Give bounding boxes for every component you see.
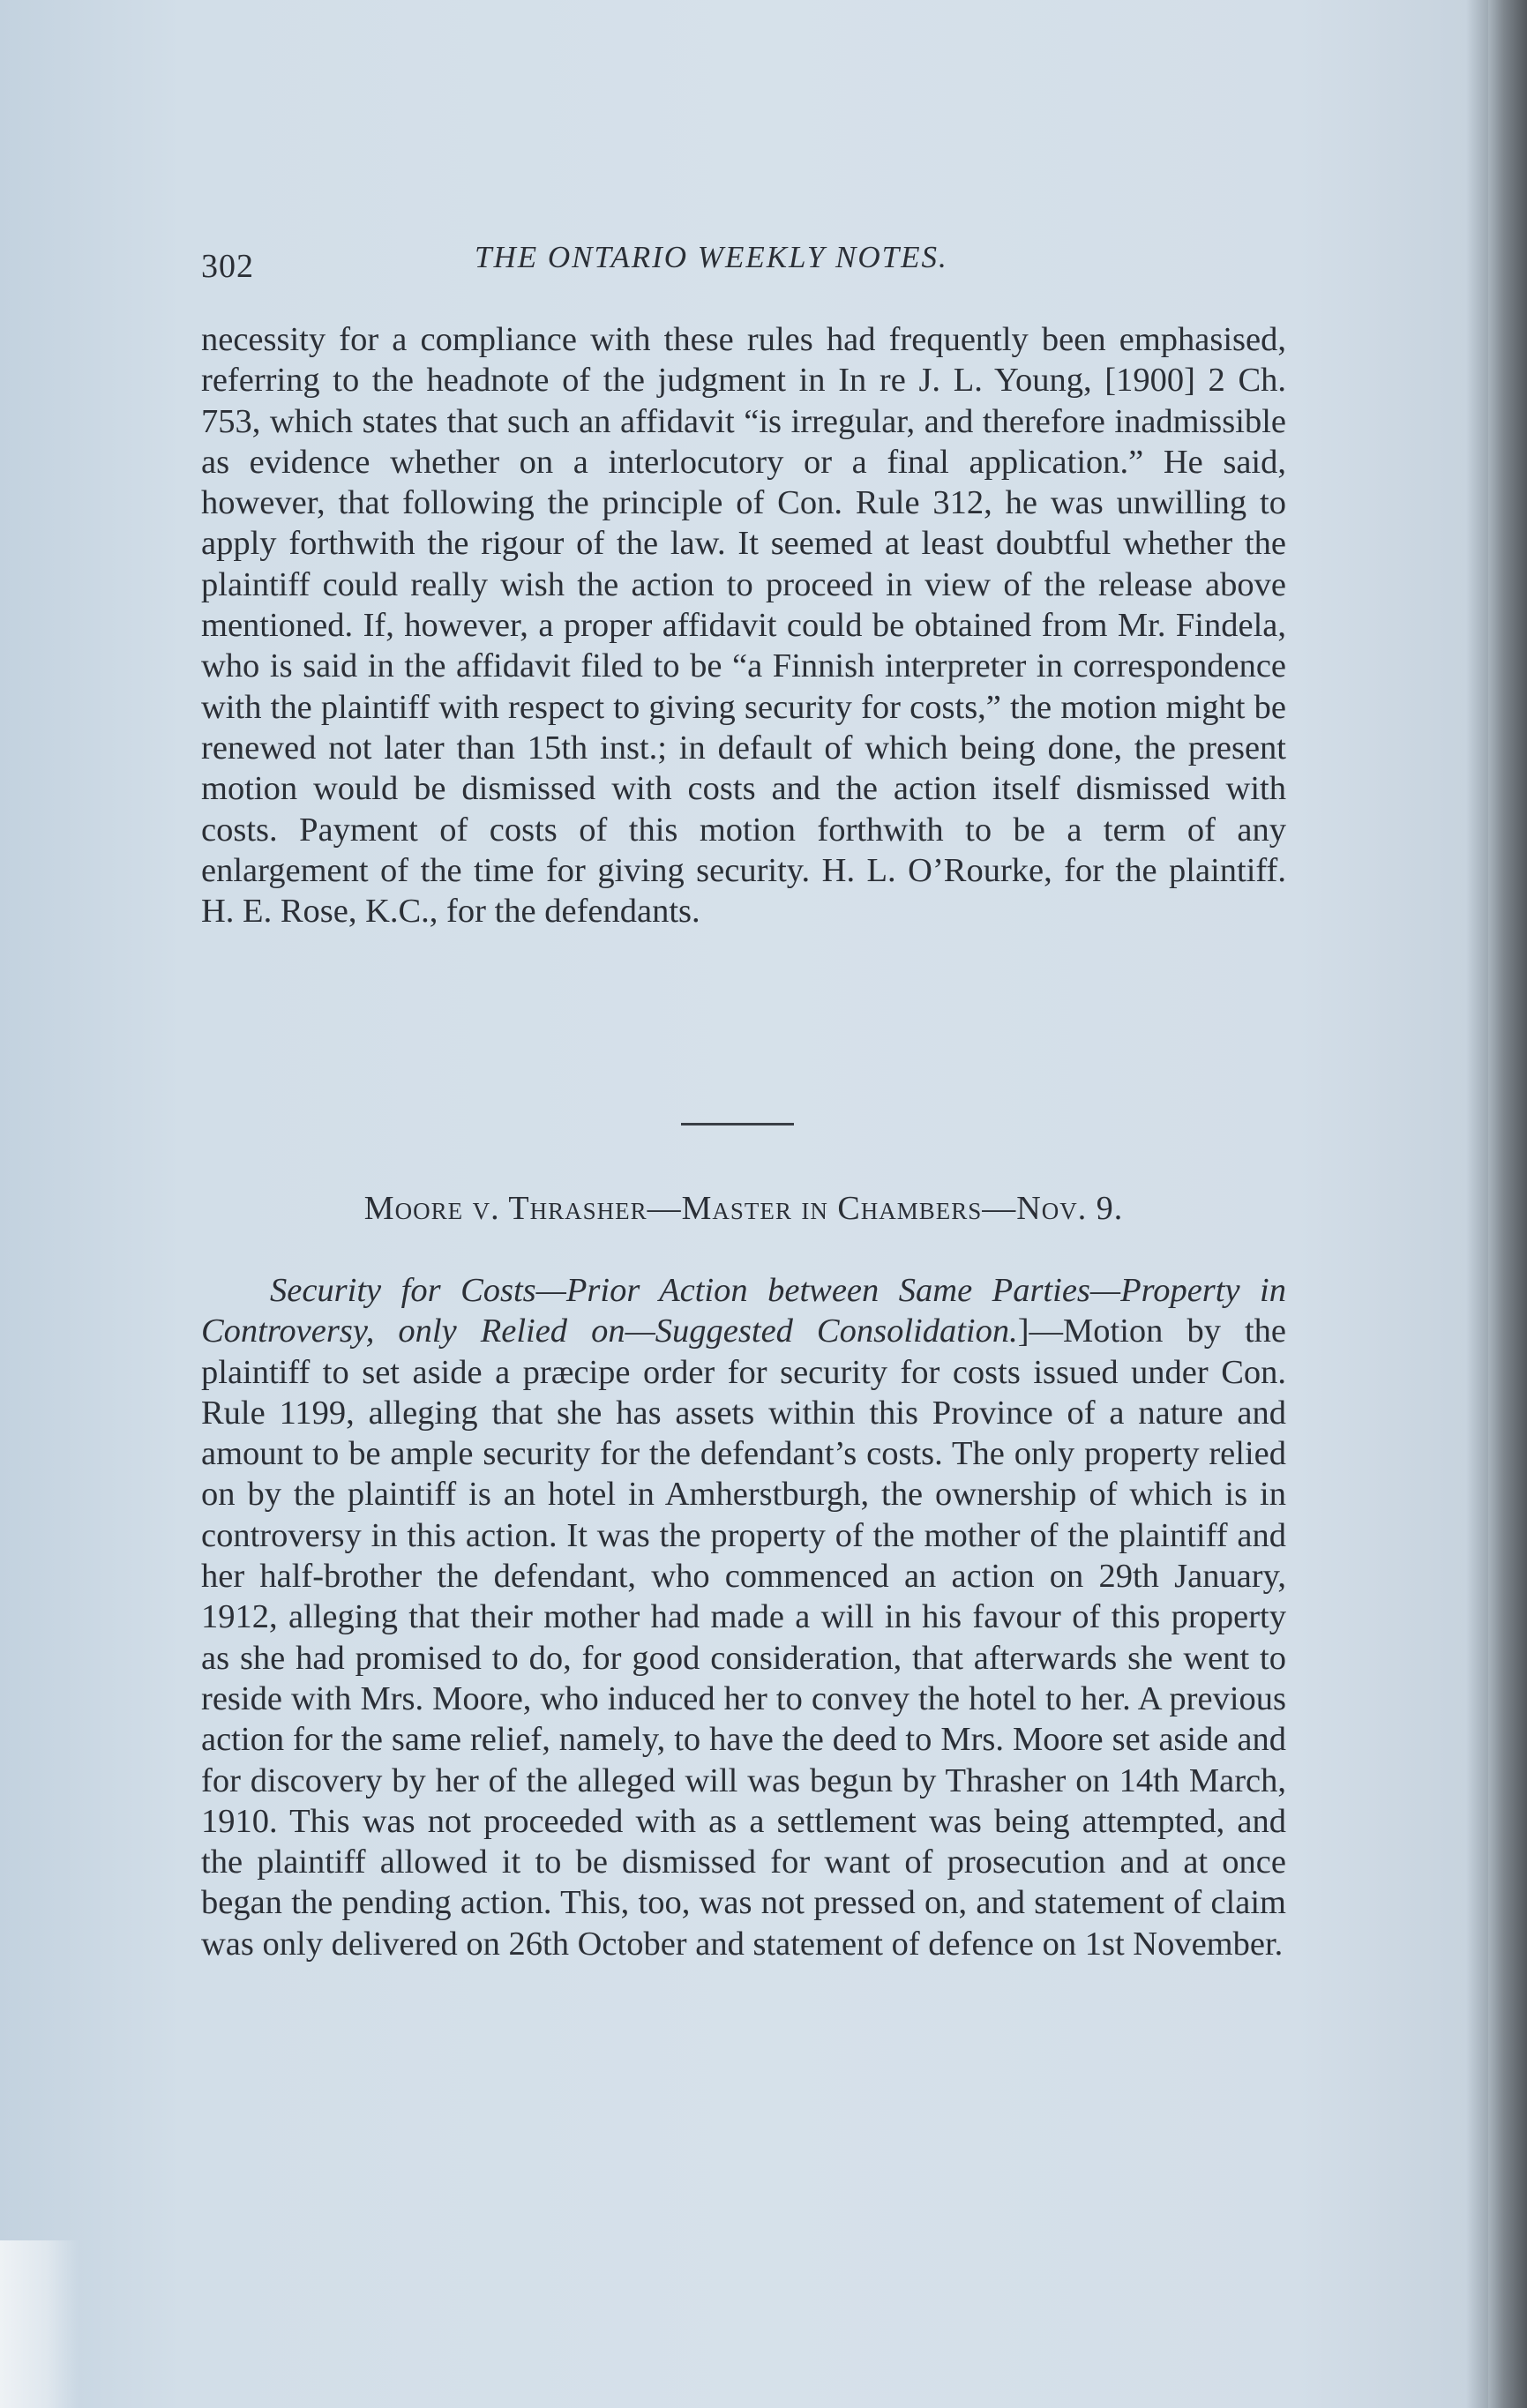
section-divider [681, 1123, 794, 1125]
paragraph-continuation [201, 319, 1286, 931]
page-header [201, 240, 1286, 293]
case-body: ]—Motion by the plaintiff to set aside a præcipe order for security for costs issued under Con. Rule 1199, alleging that she has assets within this Province of a nature and amount to be ample security for the defendant’s costs. The only property relied on by the plaintiff is an hotel in Amherstburgh, the ownership of which is in controversy in this action. It was the property of the mother of the plaintiff and her half-brother the defendant, who commenced an action on 29th January, 1912, alleging that their mother had made a will in his favour of this property as she had promised to do, for good consideration, that afterwards she went to reside with Mrs. Moore, who induced her to convey the hotel to her. A previous action for the same relief, namely, to have the deed to Mrs. Moore set aside and for discovery by her of the alleged will was begun by Thrasher on 14th March, 1910. This was not proceeded with as a settlement was being attempted, and the plaintiff allowed it to be dismissed for want of prosecution and at once began the pending action. This, too, was not pressed on, and statement of claim was only delivered on 26th October and statement of defence on 1st November. [201, 1312, 1286, 1963]
case-report [201, 1270, 1286, 1964]
page-corner-highlight [0, 2240, 79, 2408]
case-title-text: Moore v. Thrasher—Master in Chambers—Nov. 9. [363, 1190, 1124, 1227]
book-spine-shadow [1488, 0, 1527, 2408]
case-headnote: Security for Costs—Prior Action between Same Parties—Property in Controversy, only Relied on—Suggested Consolidation. [201, 1272, 1286, 1350]
case-paragraph [201, 1270, 1286, 1964]
running-head: THE ONTARIO WEEKLY NOTES. [475, 240, 948, 274]
page-number: 302 [201, 248, 254, 285]
paragraph-text: necessity for a compliance with these rules had frequently been emphasised, referring to the headnote of the judgment in In re J. L. Young, [1900] 2 Ch. 753, which states that such an affidavit “is irregular, and therefore inadmissible as evidence whether on a interlocutory or a final application.” He said, however, that following the principle of Con. Rule 312, he was unwilling to apply forthwith the rigour of the law. It seemed at least doubtful whether the plaintiff could really wish the action to proceed in view of the release above mentioned. If, however, a proper affidavit could be obtained from Mr. Findela, who is said in the affidavit filed to be “a Finnish interpreter in correspondence with the plaintiff with respect to giving security for costs,” the motion might be renewed not later than 15th inst.; in default of which being done, the present motion would be dismissed with costs and the action itself dismissed with costs. Payment of costs of this motion forthwith to be a term of any enlargement of the time for giving security. H. L. O’Rourke, for the plaintiff. H. E. Rose, K.C., for the defendants. [201, 321, 1286, 931]
case-title [201, 1189, 1286, 1228]
